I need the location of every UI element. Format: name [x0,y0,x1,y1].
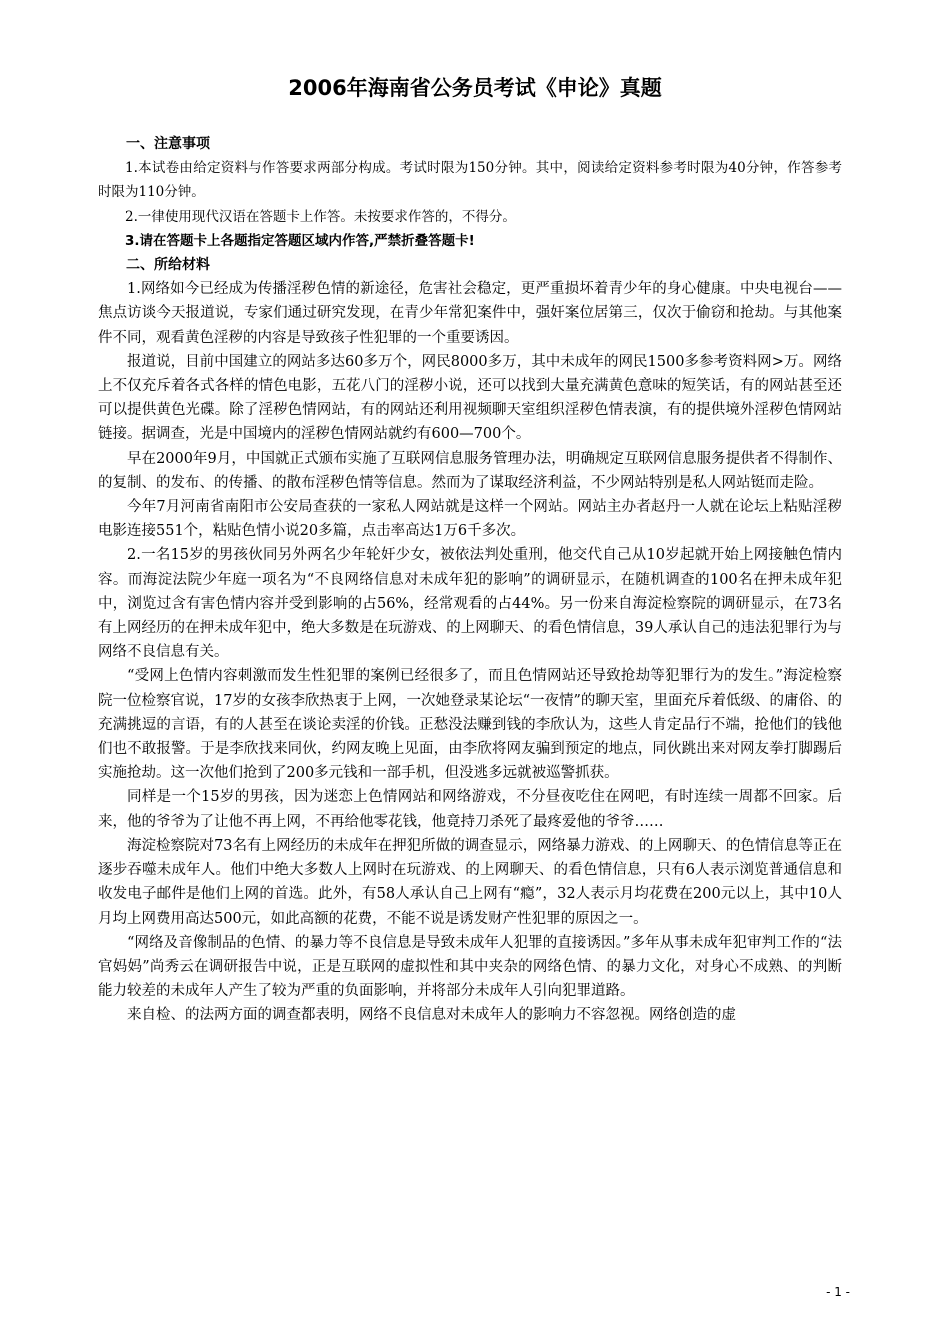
document-title: 2006年海南省公务员考试《申论》真题 [288,76,662,100]
section-heading-materials: 二、所给材料 [126,257,210,274]
page-number: - 1 - [826,1285,850,1299]
document-body [98,132,842,1028]
material-paragraph: “网络及音像制品的色情、的暴力等不良信息是导致未成年人犯罪的直接诱因。”多年从事未成年犯审判工作的“法官妈妈”尚秀云在调研报告中说，正是互联网的虚拟性和其中夹杂的网络色情、的暴力文化，对身心不成熟、的判断能力较差的未成年人产生了较为严重的负面影响，并将部分未成年人引向犯罪道路。 [98,934,842,1000]
note-item: 2.一律使用现代汉语在答题卡上作答。未按要求作答的，不得分。 [125,208,516,225]
note-item: 1.本试卷由给定资料与作答要求两部分构成。考试时限为150分钟。其中，阅读给定资料参考时限为40分钟，作答参考时限为110分钟。 [98,160,842,201]
material-paragraph: 同样是一个15岁的男孩，因为迷恋上色情网站和网络游戏，不分昼夜吃住在网吧，有时连续一周都不回家。后来，他的爷爷为了让他不再上网，不再给他零花钱，他竟持刀杀死了最疼爱他的爷爷…… [98,789,842,830]
material-paragraph: 1.网络如今已经成为传播淫秽色情的新途径，危害社会稳定，更严重损坏着青少年的身心健康。中央电视台——焦点访谈今天报道说，专家们通过研究发现，在青少年常犯案件中，强奸案位居第三，仅次于偷窃和抢劫。与其他案件不同，观看黄色淫秽的内容是导致孩子性犯罪的一个重要诱因。 [98,281,842,346]
material-paragraph: 早在2000年9月，中国就正式颁布实施了互联网信息服务管理办法，明确规定互联网信息服务提供者不得制作、的复制、的发布、的传播、的散布淫秽色情等信息。然而为了谋取经济利益，不少网站特别是私人网站铤而走险。 [98,450,842,491]
note-item: 3.请在答题卡上各题指定答题区域内作答,严禁折叠答题卡! [125,232,475,249]
material-paragraph: 来自检、的法两方面的调查都表明，网络不良信息对未成年人的影响力不容忽视。网络创造的虚 [127,1007,736,1024]
material-paragraph: 海淀检察院对73名有上网经历的未成年在押犯所做的调查显示，网络暴力游戏、的上网聊天、的色情信息等正在逐步吞噬未成年人。他们中绝大多数人上网时在玩游戏、的上网聊天、的看色情信息，只有6人表示浏览普通信息和收发电子邮件是他们上网的首选。此外，有58人承认自己上网有“瘾”，32人表示月均花费在200元以上，其中10人月均上网费用高达500元，如此高额的花费，不能不说是诱发财产性犯罪的原因之一。 [98,837,842,927]
material-paragraph: 报道说，目前中国建立的网站多达60多万个，网民8000多万，其中未成年的网民1500多参考资料网>万。网络上不仅充斥着各式各样的情色电影，五花八门的淫秽小说，还可以找到大量充满黄色意味的短笑话，有的网站甚至还可以提供黄色光碟。除了淫秽色情网站，有的网站还利用视频聊天室组织淫秽色情表演，有的提供境外淫秽色情网站链接。据调查，光是中国境内的淫秽色情网站就约有600—700个。 [98,353,842,443]
material-paragraph: “受网上色情内容刺激而发生性犯罪的案例已经很多了，而且色情网站还导致抢劫等犯罪行为的发生。”海淀检察院一位检察官说，17岁的女孩李欣热衷于上网，一次她登录某论坛“一夜情”的聊天室，里面充斥着低级、的庸俗、的充满挑逗的言语，有的人甚至在谈论卖淫的价钱。正愁没法赚到钱的李欣认为，这些人肯定品行不端，抢他们的钱他们也不敢报警。于是李欣找来同伙，约网友晚上见面，由李欣将网友骗到预定的地点，同伙跳出来对网友拳打脚踢后实施抢劫。这一次他们抢到了200多元钱和一部手机，但没逃多远就被巡警抓获。 [98,668,842,782]
material-paragraph: 今年7月河南省南阳市公安局查获的一家私人网站就是这样一个网站。网站主办者赵丹一人就在论坛上粘贴淫秽电影连接551个，粘贴色情小说20多篇，点击率高达1万6千多次。 [98,499,842,540]
material-paragraph: 2.一名15岁的男孩伙同另外两名少年轮奸少女，被依法判处重刑，他交代自己从10岁起就开始上网接触色情内容。而海淀法院少年庭一项名为“不良网络信息对未成年犯的影响”的调研显示，在随机调查的100名在押未成年犯中，浏览过含有害色情内容并受到影响的占56%，经常观看的占44%。另一份来自海淀检察院的调研显示，在73名有上网经历的在押未成年犯中，绝大多数是在玩游戏、的上网聊天、的看色情信息，39人承认自己的违法犯罪行为与网络不良信息有关。 [98,547,842,661]
section-heading-notes: 一、注意事项 [126,136,210,152]
